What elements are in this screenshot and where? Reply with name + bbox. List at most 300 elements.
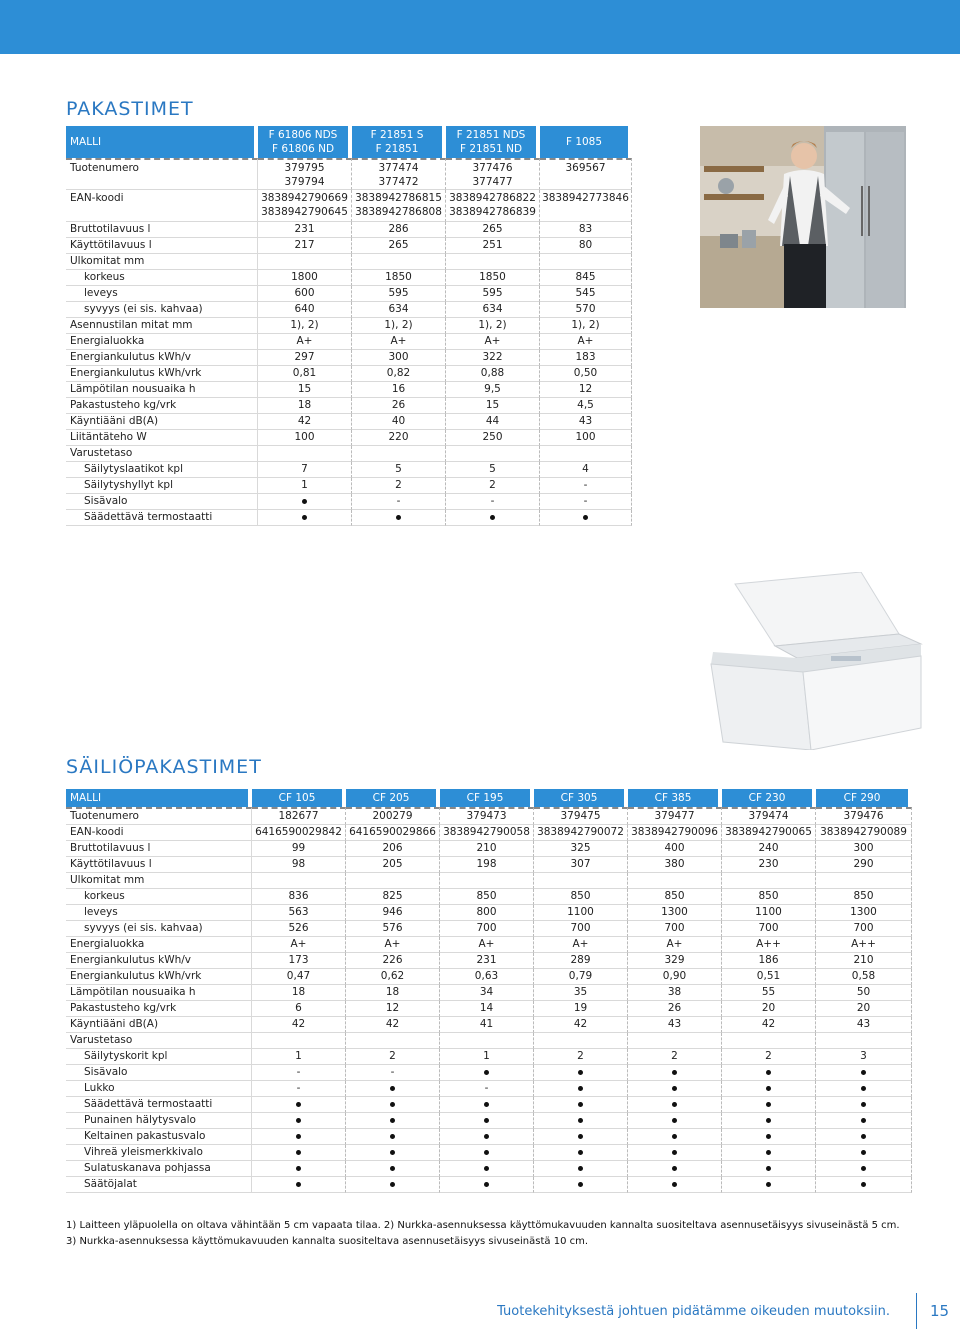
table-cell	[628, 825, 722, 841]
table-cell	[540, 158, 632, 190]
table-cell	[440, 969, 534, 985]
table-cell	[352, 334, 446, 350]
bullet-dot-icon	[390, 1086, 395, 1091]
table-cell	[258, 318, 352, 334]
table-cell	[440, 985, 534, 1001]
table-cell	[440, 1017, 534, 1033]
cell-value: 205	[382, 858, 403, 870]
table-cell	[816, 857, 912, 873]
row-label: EAN-koodi	[66, 190, 258, 222]
table-cell	[446, 318, 540, 334]
cell-value: 6416590029842	[255, 826, 342, 838]
cell-value: 26	[391, 399, 406, 411]
cell-value: 3838942790058	[443, 826, 530, 838]
bullet-dot-icon	[861, 1070, 866, 1075]
row-label: syvyys (ei sis. kahvaa)	[66, 302, 258, 318]
row-label: Käyttötilavuus l	[66, 238, 258, 254]
header-model-cell: CF 290	[816, 789, 912, 807]
cell-value: 200279	[372, 810, 413, 822]
table-cell	[252, 857, 346, 873]
cell-value: 0,79	[568, 970, 593, 982]
row-label: Lämpötilan nousuaika h	[66, 985, 252, 1001]
table-cell	[816, 841, 912, 857]
row-label: Pakastusteho kg/vrk	[66, 398, 258, 414]
table-row	[66, 857, 912, 873]
table-cell	[352, 190, 446, 222]
top-banner	[0, 0, 960, 54]
table-row	[66, 1033, 912, 1049]
table-cell	[540, 190, 632, 222]
table-cell	[722, 969, 816, 985]
table-cell	[534, 1097, 628, 1113]
cell-value: 0,63	[474, 970, 499, 982]
table-cell	[352, 254, 446, 270]
row-label: korkeus	[66, 889, 252, 905]
table-cell	[252, 1049, 346, 1065]
table-cell	[540, 398, 632, 414]
table-cell	[722, 1097, 816, 1113]
cell-value: 526	[288, 922, 309, 934]
bullet-dot-icon	[390, 1150, 395, 1155]
row-label: Säädettävä termostaatti	[66, 510, 258, 526]
model-name: F 61806 NDS	[268, 129, 338, 141]
table-cell	[346, 841, 440, 857]
table-cell	[440, 1081, 534, 1097]
cell-value: 1300	[661, 906, 688, 918]
table-row	[66, 462, 632, 478]
table-cell	[628, 1081, 722, 1097]
cell-value: 206	[382, 842, 403, 854]
table-cell	[440, 921, 534, 937]
table-cell	[252, 807, 346, 825]
bullet-dot-icon	[390, 1182, 395, 1187]
bullet-dot-icon	[490, 515, 495, 520]
cell-value: 1100	[755, 906, 782, 918]
table-cell	[628, 857, 722, 873]
table-cell	[722, 1033, 816, 1049]
cell-value: 20	[856, 1002, 871, 1014]
cell-value: 286	[388, 223, 409, 235]
table-cell	[252, 937, 346, 953]
model-name: F 21851 NDS	[456, 129, 526, 141]
table-row	[66, 1145, 912, 1161]
cell-value: 600	[294, 287, 315, 299]
table-cell	[440, 889, 534, 905]
table-cell	[346, 1017, 440, 1033]
cell-value: 12	[578, 383, 593, 395]
cell-value: 5	[395, 463, 402, 475]
cell-value: 1	[483, 1050, 490, 1062]
cell-value: 15	[485, 399, 500, 411]
table-row	[66, 190, 632, 222]
table-cell	[440, 905, 534, 921]
row-label: Säilytyslaatikot kpl	[66, 462, 258, 478]
table-row	[66, 1001, 912, 1017]
cell-value: 41	[479, 1018, 494, 1030]
table-cell	[628, 1049, 722, 1065]
table-cell	[446, 366, 540, 382]
cell-value: 43	[856, 1018, 871, 1030]
bullet-dot-icon	[861, 1102, 866, 1107]
footnote-2: 3) Nurkka-asennuksessa käyttömukavuuden kannalta suositeltava asennusetäisyys sivuseinästä 10 cm.	[66, 1236, 589, 1247]
cell-value: 850	[476, 890, 497, 902]
bullet-dot-icon	[390, 1118, 395, 1123]
model-name: F 61806 ND	[271, 143, 335, 155]
table-cell	[352, 478, 446, 494]
cell-value: 380	[664, 858, 685, 870]
table-cell	[346, 1049, 440, 1065]
cell-value: 634	[482, 303, 503, 315]
table-cell	[534, 1049, 628, 1065]
cell-value: 231	[294, 223, 315, 235]
bullet-dot-icon	[302, 515, 307, 520]
table-cell	[346, 953, 440, 969]
cell-value: 0,90	[662, 970, 687, 982]
table-cell	[446, 494, 540, 510]
table-cell	[722, 937, 816, 953]
cell-value: 379795	[284, 162, 325, 174]
table-cell	[722, 1177, 816, 1193]
table-row	[66, 873, 912, 889]
table-row	[66, 807, 912, 825]
table-cell	[252, 1097, 346, 1113]
table-cell	[346, 921, 440, 937]
cell-value: 1), 2)	[384, 319, 413, 331]
cell-value: 265	[388, 239, 409, 251]
cell-value: 220	[388, 431, 409, 443]
table-cell	[534, 1161, 628, 1177]
table-cell	[446, 302, 540, 318]
model-name: F 1085	[565, 136, 603, 148]
cell-value: 2	[765, 1050, 772, 1062]
table-cell	[540, 510, 632, 526]
table-cell	[346, 905, 440, 921]
bullet-dot-icon	[296, 1102, 301, 1107]
bullet-dot-icon	[861, 1086, 866, 1091]
cell-value: A+	[484, 335, 501, 347]
cell-value: 0,47	[286, 970, 311, 982]
row-label: Lukko	[66, 1081, 252, 1097]
bullet-dot-icon	[578, 1150, 583, 1155]
cell-value: -	[583, 495, 588, 507]
cell-value: 377474	[378, 162, 419, 174]
bullet-dot-icon	[583, 515, 588, 520]
cell-value: 44	[485, 415, 500, 427]
cell-value: 379794	[284, 176, 325, 188]
table-cell	[346, 969, 440, 985]
table-cell	[440, 1145, 534, 1161]
cell-value: 2	[577, 1050, 584, 1062]
table-cell	[534, 873, 628, 889]
table-cell	[346, 857, 440, 873]
table-cell	[534, 953, 628, 969]
cell-value: 700	[758, 922, 779, 934]
cell-value: 230	[758, 858, 779, 870]
cell-value: 3838942790065	[725, 826, 812, 838]
header-label-cell: MALLI	[66, 789, 252, 807]
table-row	[66, 478, 632, 494]
table-cell	[446, 158, 540, 190]
cell-value: 369567	[565, 162, 606, 174]
cell-value: A+	[577, 335, 594, 347]
table-cell	[628, 841, 722, 857]
row-label: Varustetaso	[66, 446, 258, 462]
bullet-dot-icon	[484, 1166, 489, 1171]
table-cell	[534, 921, 628, 937]
row-label: Säilytyshyllyt kpl	[66, 478, 258, 494]
table-cell	[346, 1001, 440, 1017]
cell-value: 377477	[472, 176, 513, 188]
cell-value: -	[296, 1066, 301, 1078]
cell-value: 55	[761, 986, 776, 998]
table-cell	[352, 270, 446, 286]
table-cell	[722, 825, 816, 841]
cell-value: 0,51	[756, 970, 781, 982]
row-label: Energiankulutus kWh/v	[66, 953, 252, 969]
table-cell	[722, 1017, 816, 1033]
row-label: Lämpötilan nousuaika h	[66, 382, 258, 398]
row-label: Bruttotilavuus l	[66, 222, 258, 238]
table-cell	[534, 1065, 628, 1081]
table-cell	[440, 1049, 534, 1065]
cell-value: 329	[664, 954, 685, 966]
table-cell	[534, 1001, 628, 1017]
bullet-dot-icon	[390, 1102, 395, 1107]
bullet-dot-icon	[578, 1070, 583, 1075]
row-label: Sisävalo	[66, 1065, 252, 1081]
table-cell	[722, 1113, 816, 1129]
bullet-dot-icon	[396, 515, 401, 520]
table-row	[66, 222, 632, 238]
table-row	[66, 238, 632, 254]
bullet-dot-icon	[484, 1118, 489, 1123]
cell-value: 183	[575, 351, 596, 363]
bullet-dot-icon	[578, 1182, 583, 1187]
bullet-dot-icon	[296, 1134, 301, 1139]
table-row	[66, 286, 632, 302]
table-cell	[352, 510, 446, 526]
row-label: Energialuokka	[66, 937, 252, 953]
table-cell	[540, 494, 632, 510]
table-cell	[816, 1049, 912, 1065]
cell-value: 836	[288, 890, 309, 902]
table-row	[66, 302, 632, 318]
row-label: Ulkomitat mm	[66, 873, 252, 889]
cell-value: 379476	[843, 810, 884, 822]
table-cell	[628, 1097, 722, 1113]
bullet-dot-icon	[672, 1166, 677, 1171]
bullet-dot-icon	[578, 1118, 583, 1123]
table-cell	[722, 1001, 816, 1017]
row-label: Sisävalo	[66, 494, 258, 510]
row-label: Käyntiääni dB(A)	[66, 1017, 252, 1033]
row-label: Varustetaso	[66, 1033, 252, 1049]
table-cell	[540, 222, 632, 238]
table-cell	[346, 1177, 440, 1193]
table-cell	[252, 1081, 346, 1097]
table-cell	[816, 985, 912, 1001]
table-cell	[722, 889, 816, 905]
header-model-cell: CF 195	[440, 789, 534, 807]
cell-value: 1850	[479, 271, 506, 283]
cell-value: 0,82	[386, 367, 411, 379]
cell-value: 377476	[472, 162, 513, 174]
bullet-dot-icon	[578, 1134, 583, 1139]
table-row	[66, 905, 912, 921]
cell-value: 850	[664, 890, 685, 902]
table-cell	[352, 286, 446, 302]
table-cell	[816, 1097, 912, 1113]
cell-value: 98	[291, 858, 306, 870]
cell-value: 7	[301, 463, 308, 475]
header-label-cell: MALLI	[66, 126, 258, 158]
table-cell	[258, 366, 352, 382]
cell-value: 210	[853, 954, 874, 966]
table-cell	[346, 825, 440, 841]
table-cell	[816, 969, 912, 985]
cell-value: 3838942790645	[261, 206, 348, 218]
table-cell	[540, 270, 632, 286]
table-cell	[816, 1001, 912, 1017]
cell-value: 0,81	[292, 367, 317, 379]
table-row	[66, 254, 632, 270]
freezers-spec-table	[66, 126, 632, 526]
table-cell	[258, 158, 352, 190]
cell-value: -	[484, 1082, 489, 1094]
cell-value: 35	[573, 986, 588, 998]
cell-value: A+	[296, 335, 313, 347]
table-cell	[252, 953, 346, 969]
bullet-dot-icon	[578, 1166, 583, 1171]
table-cell	[722, 953, 816, 969]
cell-value: 379474	[748, 810, 789, 822]
table-cell	[352, 318, 446, 334]
table-cell	[540, 446, 632, 462]
table-cell	[534, 857, 628, 873]
cell-value: 850	[853, 890, 874, 902]
table-cell	[722, 1049, 816, 1065]
header-model-cell	[258, 126, 352, 158]
row-label: Käyntiääni dB(A)	[66, 414, 258, 430]
row-label: Pakastusteho kg/vrk	[66, 1001, 252, 1017]
bullet-dot-icon	[390, 1134, 395, 1139]
model-name: F 21851	[375, 143, 419, 155]
table-cell	[628, 1065, 722, 1081]
row-label: EAN-koodi	[66, 825, 252, 841]
table-cell	[722, 1081, 816, 1097]
table-row	[66, 1065, 912, 1081]
table-cell	[352, 414, 446, 430]
table-row	[66, 921, 912, 937]
cell-value: 322	[482, 351, 503, 363]
row-label: Energiankulutus kWh/vrk	[66, 969, 252, 985]
cell-value: 18	[385, 986, 400, 998]
table-cell	[534, 825, 628, 841]
row-label: leveys	[66, 905, 252, 921]
cell-value: -	[390, 1066, 395, 1078]
table-cell	[628, 1001, 722, 1017]
table-cell	[440, 937, 534, 953]
cell-value: 3838942790089	[820, 826, 907, 838]
table-cell	[540, 382, 632, 398]
table-row	[66, 1161, 912, 1177]
table-cell	[534, 905, 628, 921]
table-cell	[252, 889, 346, 905]
row-label: Bruttotilavuus l	[66, 841, 252, 857]
cell-value: 576	[382, 922, 403, 934]
bullet-dot-icon	[296, 1182, 301, 1187]
cell-value: 226	[382, 954, 403, 966]
cell-value: 250	[482, 431, 503, 443]
table-cell	[252, 1065, 346, 1081]
cell-value: 545	[575, 287, 596, 299]
bullet-dot-icon	[861, 1150, 866, 1155]
header-model-cell: CF 205	[346, 789, 440, 807]
table-cell	[352, 430, 446, 446]
bullet-dot-icon	[861, 1134, 866, 1139]
table-cell	[446, 382, 540, 398]
table-cell	[346, 889, 440, 905]
bullet-dot-icon	[766, 1118, 771, 1123]
table-cell	[258, 462, 352, 478]
table-cell	[816, 1081, 912, 1097]
table-row	[66, 510, 632, 526]
table-cell	[446, 430, 540, 446]
table-cell	[540, 254, 632, 270]
table-cell	[346, 1097, 440, 1113]
table-row	[66, 382, 632, 398]
table-row	[66, 1113, 912, 1129]
table-cell	[540, 318, 632, 334]
table-cell	[258, 238, 352, 254]
table-cell	[628, 953, 722, 969]
table-cell	[540, 462, 632, 478]
cell-value: -	[396, 495, 401, 507]
table-cell	[628, 1161, 722, 1177]
table-cell	[540, 430, 632, 446]
cell-value: 99	[291, 842, 306, 854]
table-cell	[628, 905, 722, 921]
cell-value: 3838942786839	[449, 206, 536, 218]
cell-value: 9,5	[484, 383, 501, 395]
row-label: Ulkomitat mm	[66, 254, 258, 270]
bullet-dot-icon	[672, 1182, 677, 1187]
bullet-dot-icon	[578, 1086, 583, 1091]
man-with-refrigerator-photo	[700, 126, 906, 308]
table-cell	[252, 969, 346, 985]
cell-value: 0,58	[851, 970, 876, 982]
cell-value: 289	[570, 954, 591, 966]
cell-value: 3838942790669	[261, 192, 348, 204]
table-cell	[440, 1097, 534, 1113]
cell-value: A+	[478, 938, 495, 950]
table-row	[66, 1097, 912, 1113]
cell-value: 42	[297, 415, 312, 427]
table-cell	[446, 334, 540, 350]
cell-value: 5	[489, 463, 496, 475]
cell-value: 3838942790096	[631, 826, 718, 838]
bullet-dot-icon	[672, 1118, 677, 1123]
table-cell	[352, 494, 446, 510]
table-cell	[352, 382, 446, 398]
cell-value: 0,50	[573, 367, 598, 379]
table-cell	[252, 1145, 346, 1161]
cell-value: 379475	[560, 810, 601, 822]
table-cell	[258, 222, 352, 238]
table-row	[66, 841, 912, 857]
cell-value: 850	[570, 890, 591, 902]
cell-value: 1100	[567, 906, 594, 918]
